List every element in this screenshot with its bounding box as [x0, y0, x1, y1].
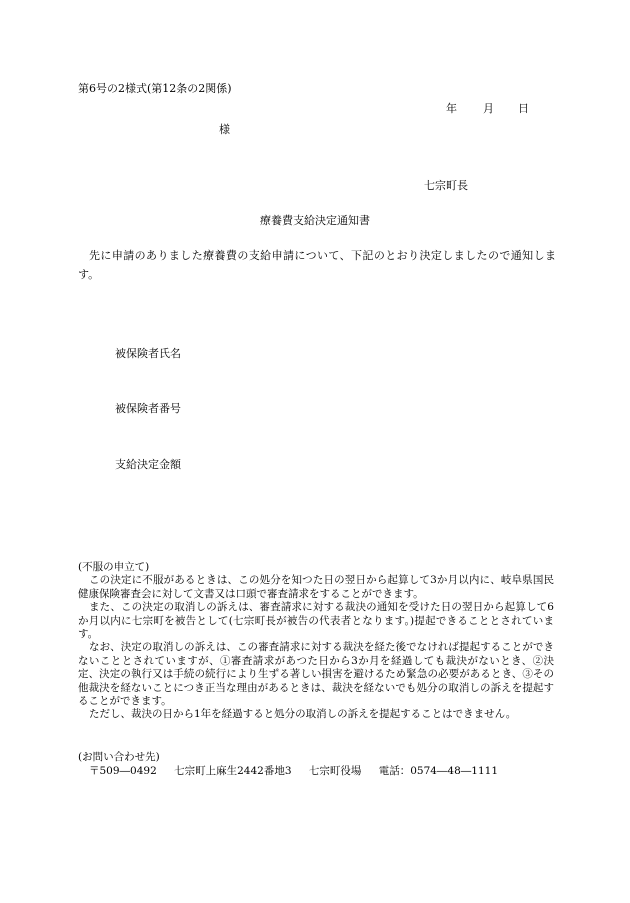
appeal-heading: (不服の申立て): [78, 561, 150, 573]
contact-postal: 〒509―0492: [89, 765, 157, 777]
field-insured-number: 被保険者番号: [115, 402, 181, 415]
appeal-section: [78, 561, 554, 722]
contact-phone: 電話：0574―48―1111: [378, 765, 499, 777]
form-number: 第6号の2様式(第12条の2関係): [78, 82, 232, 95]
issuer: 七宗町長: [424, 179, 468, 192]
addressee-suffix: 様: [219, 123, 230, 136]
appeal-paragraph: なお、決定の取消しの訴えは、この審査請求に対する裁決を経た後でなければ提起することができないこととされていますが、①審査請求があつた日から3か月を経過しても裁決がないとき、②決定、決定の執行又は手続の続行により生ずる著しい損害を避けるため緊急の必要があるとき、③その他裁決を経ないことにつき正当な理由があるときは、裁決を経ないでも処分の取消しの訴えを提起することができます。: [78, 641, 554, 708]
appeal-paragraph: ただし、裁決の日から1年を経過すると処分の取消しの訴えを提起することはできません。: [89, 708, 517, 721]
field-payment-amount: 支給決定金額: [115, 458, 181, 471]
contact-office: 七宗町役場: [308, 765, 362, 777]
notice-body: 先に申請のありました療養費の支給申請について、下記のとおり決定しましたので通知します。: [78, 249, 556, 281]
contact-address: 七宗町上麻生2442番地3: [174, 765, 292, 777]
date-day: 日: [518, 102, 529, 115]
appeal-paragraph: この決定に不服があるときは、この処分を知つた日の翌日から起算して3か月以内に、岐阜県国民健康保険審査会に対して文書又は口頭で審査請求をすることができます。: [78, 574, 554, 600]
field-insured-name: 被保険者氏名: [115, 347, 181, 360]
document-title: 療養費支給決定通知書: [260, 214, 370, 227]
contact-heading: (お問い合わせ先): [78, 751, 160, 763]
contact-section: [78, 750, 558, 778]
date-month: 月: [483, 102, 494, 115]
date-year: 年: [446, 102, 457, 115]
appeal-paragraph: また、この決定の取消しの訴えは、審査請求に対する裁決の通知を受けた日の翌日から起算して6か月以内に七宗町を被告として(七宗町長が被告の代表者となります。)提起できることとされています。: [78, 601, 554, 641]
contact-line: [78, 764, 558, 778]
